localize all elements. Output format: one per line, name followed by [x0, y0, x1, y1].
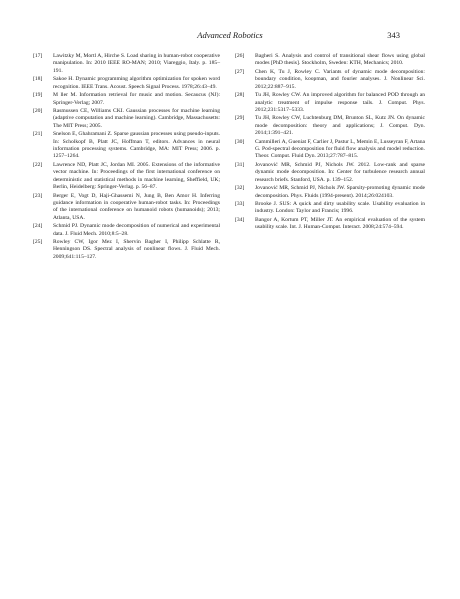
reference-item	[33, 131, 220, 161]
reference-number: [22]	[33, 161, 43, 168]
reference-text: Rowley CW, Igor Mez I, Shervin Bagher I, Philipp Schlatte R, Henningson DS. Spectral analysis of nonlinear flows. J. Fluid Mech. 2009;641:115–127.	[53, 239, 220, 260]
reference-item	[235, 139, 425, 161]
reference-text: Lawitzky M, Mortl A, Hirche S. Load sharing in human-robot cooperative manipulation. In: 2010 IEEE RO-MAN; 2010; Viareggio, Italy. p. 185–191.	[53, 53, 220, 74]
reference-text: Chen K, Tu J, Rowley C. Variants of dynamic mode decomposition: boundary condition, koopman, and fourier analyses. J. Nonlinear Sci. 2012;22:887–915.	[255, 68, 425, 90]
reference-number: [34]	[235, 216, 245, 223]
reference-number: [30]	[235, 138, 245, 145]
reference-text: Berger E, Vogt D, Haji-Ghassemi N, Jung B, Ben Amor H. Inferring guidance information in cooperative human-robot tasks. In: Proceedings of the international conference on humanoid robots (humanoids); 2013; Atlanta, USA.	[53, 192, 220, 221]
reference-item	[235, 69, 425, 91]
reference-number: [27]	[235, 68, 245, 75]
page-number: 343	[387, 30, 400, 40]
reference-text: Rasmussen CE, Williams CKI. Gaussian processes for machine learning (adaptive computation and machine learning). Cambridge, Massachusetts: The MIT Press; 2005.	[53, 107, 220, 129]
reference-text: M ller M. Information retrieval for music and motion. Secaucus (NJ): Springer-Verlag; 2007.	[53, 92, 220, 106]
reference-item	[33, 223, 220, 238]
reference-text: Bagheri S. Analysis and control of transitional shear flows using global modes [PhD thesis]. Stockholm, Sweden: KTH, Mechanics; 2010.	[255, 53, 425, 67]
reference-text: Lawrence ND, Platt JC, Jordan MI. 2005. Extensions of the informative vector machine. In: Proceedings of the first international conference on deterministic and statistical methods in machine learning, Sheffield, UK; Berlin, Heidelberg: Springer-Verlag. p. 56–87.	[53, 161, 220, 191]
reference-number: [19]	[33, 92, 43, 99]
references-right-column	[235, 53, 425, 232]
reference-item	[33, 53, 220, 75]
reference-number: [23]	[33, 192, 43, 199]
reference-number: [18]	[33, 76, 43, 83]
reference-number: [21]	[33, 131, 43, 138]
reference-item	[235, 115, 425, 137]
reference-text: Brooke J. SUS: A quick and dirty usability scale. Usability evaluation in industry. London: Taylor and Francis; 1996.	[255, 200, 425, 215]
reference-number: [28]	[235, 92, 245, 99]
reference-item	[33, 108, 220, 130]
reference-text: Schmid PJ. Dynamic mode decomposition of numerical and experimental data. J. Fluid Mech. 2010;8:5–28.	[53, 223, 220, 237]
reference-text: Jovanović MR, Schmid PJ, Nichols JW. 2012. Low-rank and sparse dynamic mode decomposition. In: Center for turbulence research annual research briefs. Stanford, USA. p. 139–152.	[255, 161, 425, 183]
reference-item	[33, 239, 220, 261]
reference-number: [26]	[235, 53, 245, 59]
reference-item	[33, 162, 220, 192]
page-header	[0, 29, 460, 41]
reference-text: Tu JH, Rowley CW, Luchtenburg DM, Brunton SL, Kutz JN. On dynamic mode decomposition: theory and applications; J. Comput. Dyn. 2014;1:391–421.	[255, 115, 425, 137]
reference-text: Bangor A, Kortum PT, Miller JT. An empirical evaluation of the system usability scale. Int. J. Human-Comput. Interact. 2008;24:574–594.	[255, 216, 425, 231]
reference-text: Tu JH, Rowley CW. An improved algorithm for balanced POD through an analytic treatment of impulse response tails. J. Comput. Phys. 2012;231:5317–5333.	[255, 92, 425, 113]
reference-item	[33, 76, 220, 91]
reference-item	[235, 185, 425, 200]
reference-number: [31]	[235, 161, 245, 168]
reference-item	[235, 162, 425, 184]
reference-number: [32]	[235, 185, 245, 192]
references-left-column	[33, 53, 220, 262]
reference-number: [20]	[33, 107, 43, 114]
reference-item	[33, 92, 220, 107]
reference-number: [33]	[235, 200, 245, 207]
reference-text: Cammilleri A, Gueniat F, Carlier J, Pastur L, Memin E, Lusseyran F, Artana G. Pod-spectral decomposition for fluid flow analysis and model reduction. Theor. Comput. Fluid Dyn. 2013;27:787–815.	[255, 138, 425, 160]
reference-item	[235, 53, 425, 68]
reference-item	[235, 217, 425, 232]
reference-number: [17]	[33, 53, 43, 59]
reference-text: Jovanović MR, Schmid PJ, Nichols JW. Sparsity-promoting dynamic mode decomposition. Phys. Fluids (1994-present). 2014;26:024103.	[255, 185, 425, 199]
reference-number: [24]	[33, 223, 43, 230]
reference-text: Sakoe H. Dynamic programming algorithm optimization for spoken word recognition. IEEE Trans. Acoust. Speech Signal Process. 1978;26:43–49.	[53, 76, 220, 90]
reference-item	[33, 193, 220, 223]
reference-item	[235, 92, 425, 114]
reference-number: [29]	[235, 115, 245, 122]
running-title: Advanced Robotics	[197, 30, 263, 40]
reference-item	[235, 201, 425, 216]
reference-text: Snelson E, Ghahramani Z. Sparse gaussian processes using pseudo-inputs. In: Scholkopf B, Platt JC, Hoffman T, editors. Advances in neural information processing systems. Cambridge, MA: MIT Press; 2006. p. 1257–1264.	[53, 131, 220, 160]
reference-number: [25]	[33, 239, 43, 245]
